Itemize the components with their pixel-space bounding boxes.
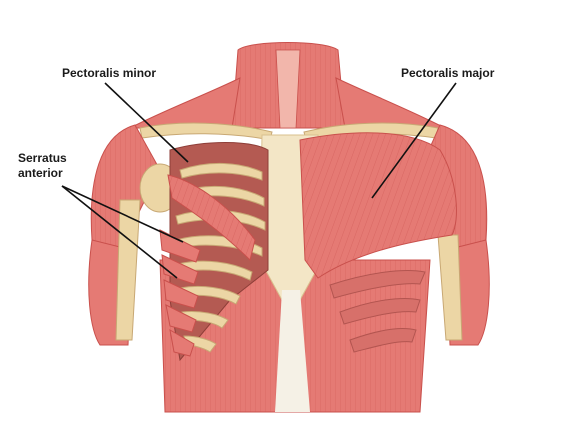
label-pectoralis-minor — [62, 66, 156, 81]
trapezius-left — [130, 78, 240, 128]
label-serratus-line2: anterior — [18, 166, 63, 180]
label-pectoralis-major-text: Pectoralis major — [401, 66, 495, 80]
label-pectoralis-minor-text: Pectoralis minor — [62, 66, 157, 80]
trachea — [276, 50, 300, 128]
label-serratus-anterior — [18, 151, 67, 181]
label-serratus-line1: Serratus — [18, 151, 67, 165]
label-pectoralis-major — [401, 66, 494, 81]
humerus-right — [438, 235, 462, 340]
